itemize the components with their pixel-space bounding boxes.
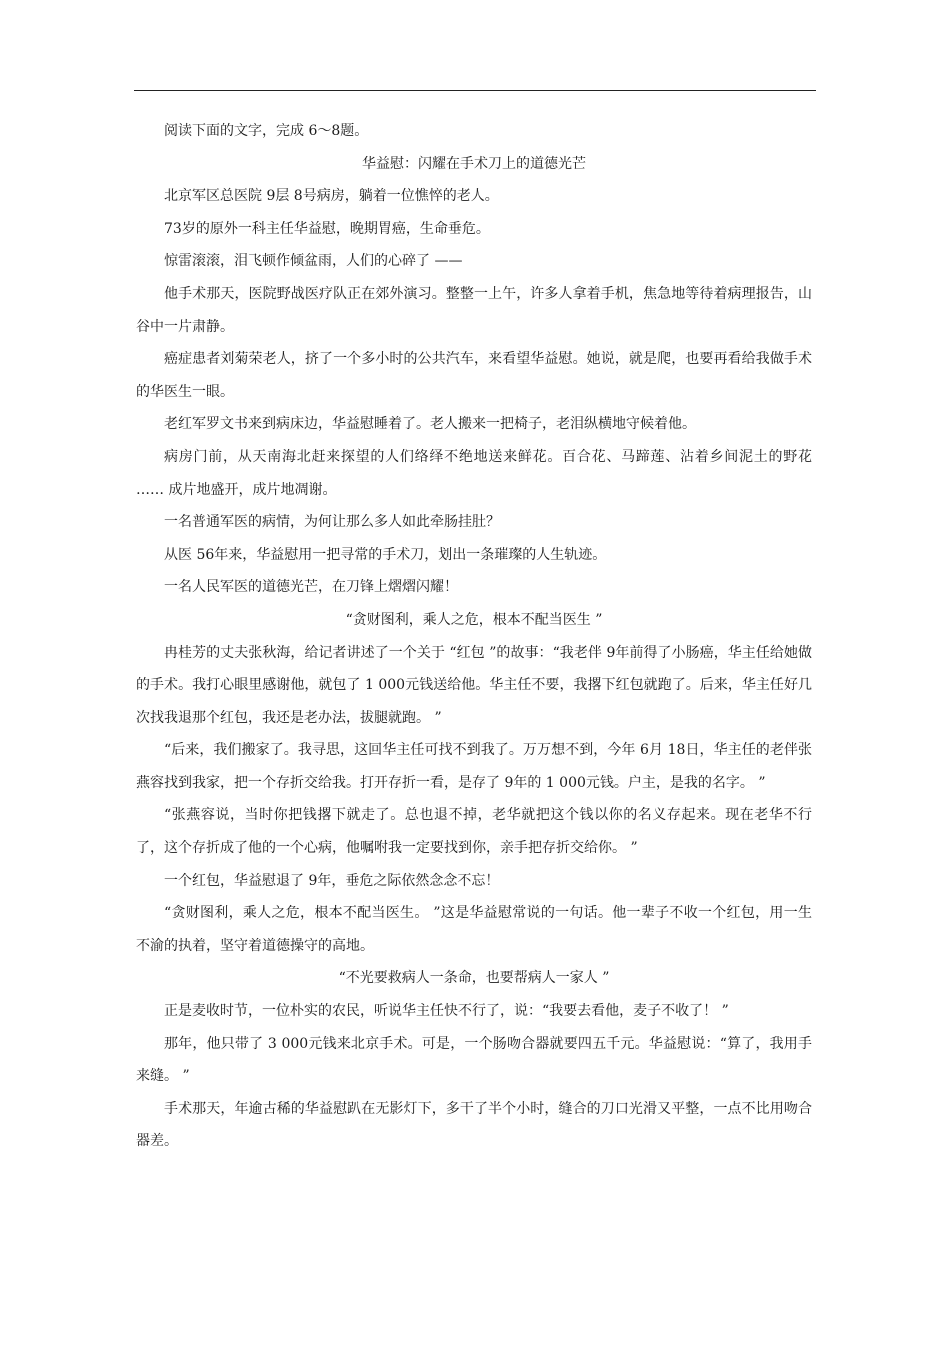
paragraph: 一名普通军医的病情，为何让那么多人如此牵肠挂肚？ xyxy=(164,514,500,531)
paragraph: 癌症患者刘菊荣老人，挤了一个多小时的公共汽车，来看望华益慰。她说，就是爬，也要再看给我做手术的华医生一眼。 xyxy=(136,351,812,400)
article-title: 华益慰：闪耀在手术刀上的道德光芒 xyxy=(362,155,586,172)
paragraph: “贪财图利，乘人之危，根本不配当医生。 ”这是华益慰常说的一句话。他一辈子不收一个红包，用一生不渝的执着，坚守着道德操守的高地。 xyxy=(136,905,812,954)
paragraph: 正是麦收时节，一位朴实的农民，听说华主任快不行了，说：“我要去看他，麦子不收了！ ” xyxy=(164,1003,729,1020)
paragraph: 从医 56年来，华益慰用一把寻常的手术刀，划出一条璀璨的人生轨迹。 xyxy=(164,546,607,563)
paragraph: “后来，我们搬家了。我寻思，这回华主任可找不到我了。万万想不到，今年 6月 18日，华主任的老伴张燕容找到我家，把一个存折交给我。打开存折一看，是存了 9年的 1 000元钱。户主，是我的名字。 ” xyxy=(136,742,812,791)
header-rule xyxy=(134,90,816,91)
paragraph: 他手术那天，医院野战医疗队正在郊外演习。整整一上午，许多人拿着手机，焦急地等待着病理报告，山谷中一片肃静。 xyxy=(136,285,812,335)
section-heading: “贪财图利，乘人之危，根本不配当医生 ” xyxy=(345,611,603,628)
paragraph: 那年，他只带了 3 000元钱来北京手术。可是，一个肠吻合器就要四五千元。华益慰说：“算了，我用手来缝。 ” xyxy=(136,1035,812,1085)
paragraph: 手术那天，年逾古稀的华益慰趴在无影灯下，多干了半个小时，缝合的刀口光滑又平整，一点不比用吻合器差。 xyxy=(136,1100,812,1150)
paragraph: 冉桂芳的丈夫张秋海，给记者讲述了一个关于 “红包 ”的故事：“我老伴 9年前得了小肠癌，华主任给她做的手术。我打心眼里感谢他，就包了 1 000元钱送给他。华主任不要，我撂下红包就跑了。后来，华主任好几次找我退那个红包，我还是老办法，拔腿就跑。 ” xyxy=(136,644,812,726)
section-heading: “不光要救病人一条命，也要帮病人一家人 ” xyxy=(338,970,610,987)
paragraph: 一个红包，华益慰退了 9年，垂危之际依然念念不忘！ xyxy=(164,872,500,889)
paragraph: 惊雷滚滚，泪飞顿作倾盆雨，人们的心碎了 —— xyxy=(164,253,463,270)
paragraph: 北京军区总医院 9层 8号病房，躺着一位憔悴的老人。 xyxy=(164,188,499,205)
paragraph: 73岁的原外一科主任华益慰，晚期胃癌，生命垂危。 xyxy=(164,220,490,237)
article-body xyxy=(136,115,817,1158)
question-intro: 阅读下面的文字，完成 6～8题。 xyxy=(164,123,369,139)
paragraph: 病房门前，从天南海北赶来探望的人们络绎不绝地送来鲜花。百合花、马蹄莲、沾着乡间泥土的野花 …… 成片地盛开，成片地凋谢。 xyxy=(136,448,817,498)
paragraph: “张燕容说，当时你把钱撂下就走了。总也退不掉，老华就把这个钱以你的名义存起来。现在老华不行了，这个存折成了他的一个心病，他嘱咐我一定要找到你，亲手把存折交给你。 ” xyxy=(136,807,812,857)
paragraph: 一名人民军医的道德光芒，在刀锋上熠熠闪耀！ xyxy=(164,579,458,596)
paragraph: 老红军罗文书来到病床边，华益慰睡着了。老人搬来一把椅子，老泪纵横地守候着他。 xyxy=(164,416,696,433)
